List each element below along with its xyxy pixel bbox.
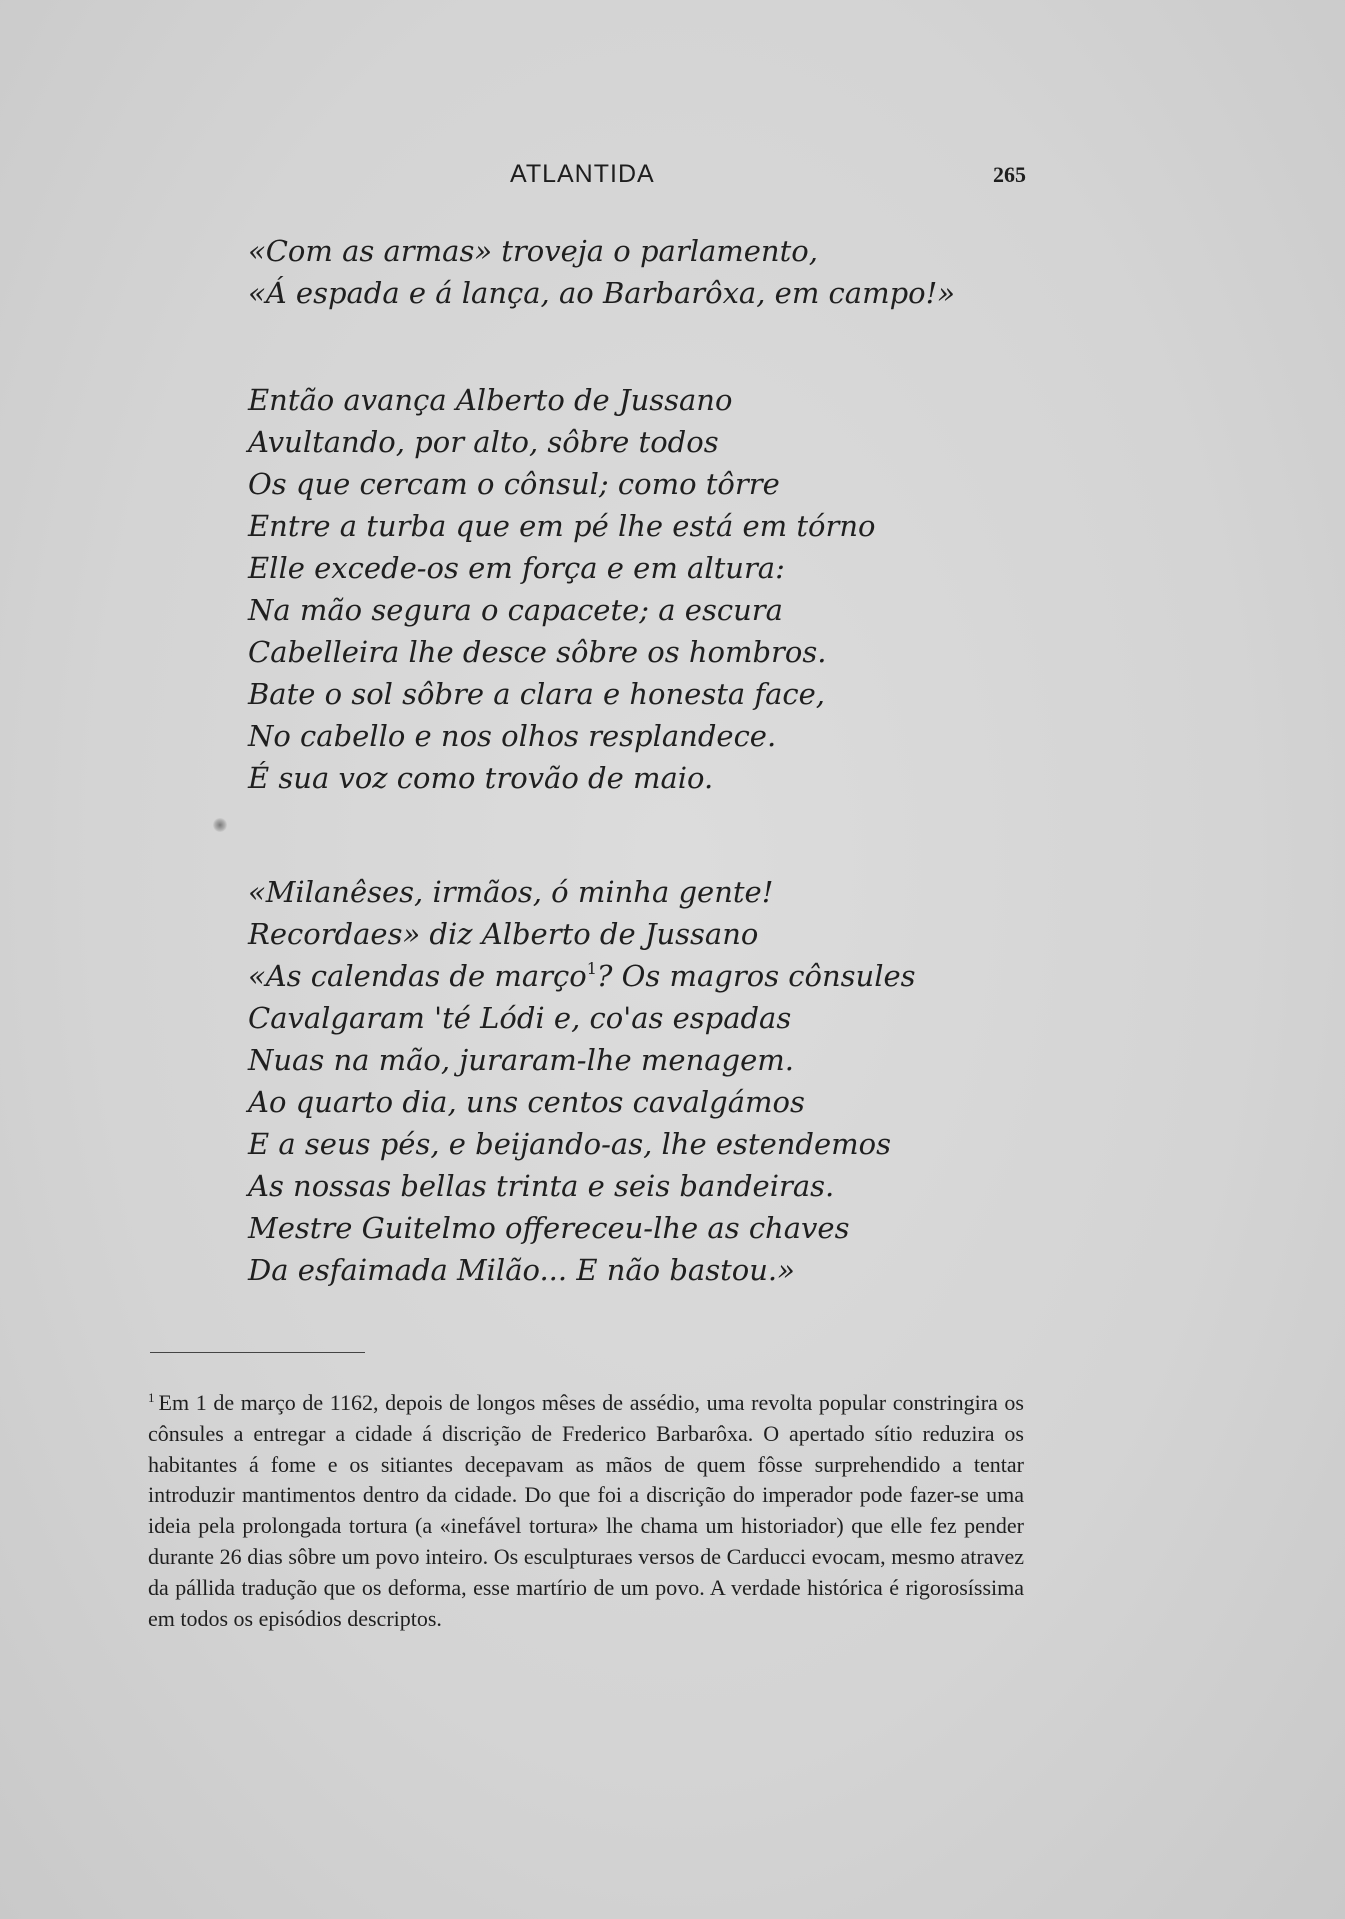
verse-line: Na mão segura o capacete; a escura <box>248 593 783 627</box>
verse-line: «Milanêses, irmãos, ó minha gente! <box>248 875 774 909</box>
verse-line: Mestre Guitelmo offereceu-lhe as chaves <box>248 1211 850 1245</box>
verse-line: Bate o sol sôbre a clara e honesta face, <box>248 677 826 711</box>
verse-line: As nossas bellas trinta e seis bandeiras. <box>248 1169 835 1203</box>
verse-line: Entre a turba que em pé lhe está em tórno <box>248 509 876 543</box>
verse-line-end: ? Os magros cônsules <box>596 959 916 993</box>
footnote-text: Em 1 de março de 1162, depois de longos mêses de assédio, uma revolta popular constringira os cônsules a entregar a cidade á discrição de Frederico Barbarôxa. O apertado sítio reduzira os habitantes á fome e os sitiantes decepavam as mãos de quem fôsse surprehendido a tentar introduzir mantimentos dentro da cidade. Do que foi a discrição do imperador pode fazer-se uma ideia pela prolongada tortura (a «inefável tortura» lhe chama um historiador) que elle fez pender durante 26 dias sôbre um povo inteiro. Os esculpturaes versos de Carducci evocam, mesmo atravez da pállida tradução que os deforma, esse martírio de um povo. A verdade histórica é rigorosíssima em todos os episódios descriptos. <box>148 1390 1024 1631</box>
print-speck <box>213 818 227 832</box>
verse-line: «Com as armas» troveja o parlamento, <box>248 234 818 268</box>
verse-line: Ao quarto dia, uns centos cavalgámos <box>248 1085 805 1119</box>
stanza-3 <box>248 871 1008 1291</box>
verse-line: No cabello e nos olhos resplandece. <box>248 719 777 753</box>
footnote-reference: 1 <box>586 959 597 978</box>
verse-line-with-footnote <box>248 955 1008 997</box>
verse-line: E a seus pés, e beijando-as, lhe estendemos <box>248 1127 891 1161</box>
verse-line: Cabelleira lhe desce sôbre os hombros. <box>248 635 827 669</box>
verse-line: Então avança Alberto de Jussano <box>248 383 733 417</box>
verse-line: «Á espada e á lança, ao Barbarôxa, em campo!» <box>248 276 955 310</box>
page-header <box>150 160 1026 200</box>
verse-line: Elle excede-os em força e em altura: <box>248 551 785 585</box>
footnote <box>148 1388 1024 1634</box>
verse-line: Nuas na mão, juraram-lhe menagem. <box>248 1043 794 1077</box>
page-number: 265 <box>993 162 1026 187</box>
verse-line: Recordaes» diz Alberto de Jussano <box>248 917 759 951</box>
verse-line: É sua voz como trovão de maio. <box>248 761 714 795</box>
running-title: ATLANTIDA <box>510 160 655 188</box>
footnote-mark: 1 <box>148 1390 155 1405</box>
verse-line: Avultando, por alto, sôbre todos <box>248 425 719 459</box>
verse-line: Os que cercam o cônsul; como tôrre <box>248 467 780 501</box>
verse-line: Cavalgaram 'té Lódi e, co'as espadas <box>248 1001 792 1035</box>
footnote-divider <box>150 1352 365 1353</box>
stanza-2 <box>248 379 1008 799</box>
verse-line: Da esfaimada Milão... E não bastou.» <box>248 1253 795 1287</box>
stanza-1 <box>248 230 1008 314</box>
verse-line-start: «As calendas de março <box>248 959 587 993</box>
